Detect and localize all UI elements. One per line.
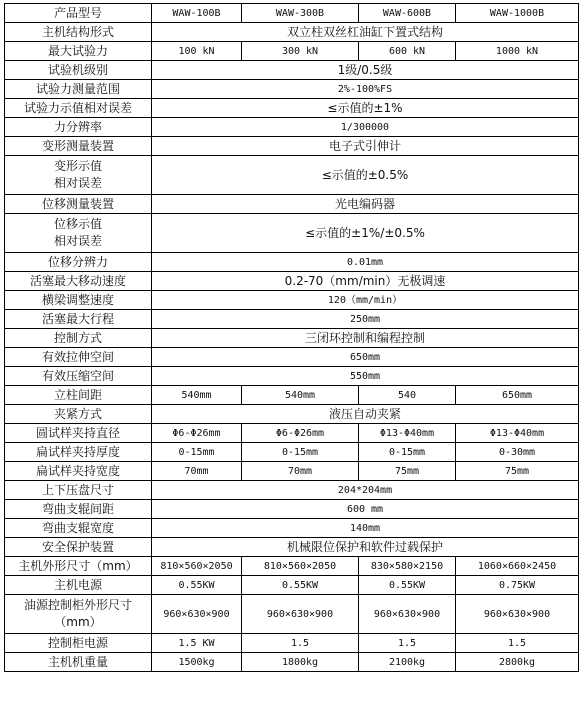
model-header-cell: WAW-300B <box>242 4 359 23</box>
table-row <box>5 500 579 519</box>
row-value-cell: 960×630×900 <box>359 595 456 634</box>
row-value-cell: 960×630×900 <box>242 595 359 634</box>
row-value-cell: 810×560×2050 <box>242 557 359 576</box>
table-row <box>5 443 579 462</box>
row-label: 安全保护装置 <box>5 538 152 557</box>
row-value-cell: 1.5 <box>456 634 579 653</box>
row-value-cell: 600 kN <box>359 42 456 61</box>
row-value-cell: 300 kN <box>242 42 359 61</box>
row-value-cell: 75mm <box>359 462 456 481</box>
table-row <box>5 253 579 272</box>
row-label: 变形示值 相对误差 <box>5 156 152 195</box>
row-label: 控制柜电源 <box>5 634 152 653</box>
row-value-cell: 650mm <box>456 386 579 405</box>
row-label: 位移示值 相对误差 <box>5 214 152 253</box>
table-row <box>5 195 579 214</box>
row-label: 位移分辨力 <box>5 253 152 272</box>
row-value-cell: 1.5 <box>242 634 359 653</box>
row-value-merged: 0.01mm <box>152 253 579 272</box>
table-row <box>5 386 579 405</box>
row-value-cell: 70mm <box>152 462 242 481</box>
row-label: 弯曲支辊宽度 <box>5 519 152 538</box>
row-label: 变形测量装置 <box>5 137 152 156</box>
row-label: 位移测量装置 <box>5 195 152 214</box>
row-label: 横梁调整速度 <box>5 291 152 310</box>
row-value-merged: 120（mm/min） <box>152 291 579 310</box>
table-row <box>5 80 579 99</box>
row-value-merged: 2%-100%FS <box>152 80 579 99</box>
row-value-cell: 1.5 KW <box>152 634 242 653</box>
table-row <box>5 348 579 367</box>
table-row <box>5 424 579 443</box>
table-row <box>5 156 579 195</box>
row-value-cell: 0.55KW <box>359 576 456 595</box>
row-label: 力分辨率 <box>5 118 152 137</box>
row-label: 有效拉伸空间 <box>5 348 152 367</box>
row-value-cell: 0-15mm <box>242 443 359 462</box>
row-value-cell: 540mm <box>152 386 242 405</box>
spec-table <box>4 3 579 672</box>
table-row <box>5 137 579 156</box>
row-label: 夹紧方式 <box>5 405 152 424</box>
table-row <box>5 214 579 253</box>
row-label: 活塞最大移动速度 <box>5 272 152 291</box>
row-label: 有效压缩空间 <box>5 367 152 386</box>
row-label: 控制方式 <box>5 329 152 348</box>
row-value-cell: 0-15mm <box>359 443 456 462</box>
table-row <box>5 538 579 557</box>
row-label: 上下压盘尺寸 <box>5 481 152 500</box>
row-label: 主机外形尺寸（mm） <box>5 557 152 576</box>
row-value-cell: 0-15mm <box>152 443 242 462</box>
row-value-cell: 1800kg <box>242 653 359 672</box>
row-value-cell: Φ6-Φ26mm <box>152 424 242 443</box>
row-value-cell: 1060×660×2450 <box>456 557 579 576</box>
row-value-merged: 光电编码器 <box>152 195 579 214</box>
table-row <box>5 653 579 672</box>
row-label: 立柱间距 <box>5 386 152 405</box>
row-value-cell: 100 kN <box>152 42 242 61</box>
row-value-merged: 204*204mm <box>152 481 579 500</box>
table-row <box>5 310 579 329</box>
table-row <box>5 519 579 538</box>
row-label: 最大试验力 <box>5 42 152 61</box>
table-row <box>5 61 579 80</box>
model-header-cell: WAW-600B <box>359 4 456 23</box>
row-value-cell: 540 <box>359 386 456 405</box>
row-value-merged: 650mm <box>152 348 579 367</box>
row-value-merged: 机械限位保护和软件过载保护 <box>152 538 579 557</box>
row-label: 活塞最大行程 <box>5 310 152 329</box>
row-value-cell: 70mm <box>242 462 359 481</box>
row-label: 主机电源 <box>5 576 152 595</box>
model-header-cell: WAW-100B <box>152 4 242 23</box>
row-label: 弯曲支辊间距 <box>5 500 152 519</box>
row-value-merged: 三闭环控制和编程控制 <box>152 329 579 348</box>
row-value-cell: 2800kg <box>456 653 579 672</box>
row-value-merged: ≤示值的±1% <box>152 99 579 118</box>
table-row <box>5 634 579 653</box>
table-row <box>5 595 579 634</box>
row-value-merged: 电子式引伸计 <box>152 137 579 156</box>
row-value-cell: Φ6-Φ26mm <box>242 424 359 443</box>
table-row <box>5 329 579 348</box>
row-value-merged: 液压自动夹紧 <box>152 405 579 424</box>
row-value-cell: 75mm <box>456 462 579 481</box>
row-value-merged: 250mm <box>152 310 579 329</box>
row-value-cell: 0.75KW <box>456 576 579 595</box>
table-row <box>5 367 579 386</box>
row-value-cell: Φ13-Φ40mm <box>359 424 456 443</box>
row-label: 油源控制柜外形尺寸 （mm） <box>5 595 152 634</box>
table-row <box>5 272 579 291</box>
row-label: 产品型号 <box>5 4 152 23</box>
row-label: 圆试样夹持直径 <box>5 424 152 443</box>
row-value-cell: 1000 kN <box>456 42 579 61</box>
row-label: 主机结构形式 <box>5 23 152 42</box>
row-value-merged: 550mm <box>152 367 579 386</box>
table-row <box>5 462 579 481</box>
row-value-cell: 830×580×2150 <box>359 557 456 576</box>
model-header-cell: WAW-1000B <box>456 4 579 23</box>
row-value-merged: 140mm <box>152 519 579 538</box>
row-value-cell: 0-30mm <box>456 443 579 462</box>
table-row <box>5 291 579 310</box>
table-row <box>5 118 579 137</box>
table-row <box>5 23 579 42</box>
row-value-merged: 1/300000 <box>152 118 579 137</box>
row-value-cell: 960×630×900 <box>456 595 579 634</box>
row-value-merged: 600 mm <box>152 500 579 519</box>
spec-table-container <box>4 3 579 672</box>
row-value-cell: 0.55KW <box>152 576 242 595</box>
row-label: 扁试样夹持厚度 <box>5 443 152 462</box>
table-row <box>5 42 579 61</box>
row-value-cell: 1500kg <box>152 653 242 672</box>
row-value-cell: 0.55KW <box>242 576 359 595</box>
table-header-row <box>5 4 579 23</box>
row-value-merged: ≤示值的±0.5% <box>152 156 579 195</box>
row-value-cell: 1.5 <box>359 634 456 653</box>
row-value-merged: ≤示值的±1%/±0.5% <box>152 214 579 253</box>
row-label: 主机机重量 <box>5 653 152 672</box>
row-label: 试验机级别 <box>5 61 152 80</box>
table-row <box>5 481 579 500</box>
table-row <box>5 405 579 424</box>
row-value-cell: Φ13-Φ40mm <box>456 424 579 443</box>
row-label: 扁试样夹持宽度 <box>5 462 152 481</box>
row-value-merged: 1级/0.5级 <box>152 61 579 80</box>
row-value-merged: 双立柱双丝杠油缸下置式结构 <box>152 23 579 42</box>
row-value-merged: 0.2-70（mm/min）无极调速 <box>152 272 579 291</box>
row-label: 试验力示值相对误差 <box>5 99 152 118</box>
table-row <box>5 99 579 118</box>
table-row <box>5 576 579 595</box>
row-value-cell: 2100kg <box>359 653 456 672</box>
row-value-cell: 960×630×900 <box>152 595 242 634</box>
row-value-cell: 540mm <box>242 386 359 405</box>
row-label: 试验力测量范围 <box>5 80 152 99</box>
table-row <box>5 557 579 576</box>
row-value-cell: 810×560×2050 <box>152 557 242 576</box>
